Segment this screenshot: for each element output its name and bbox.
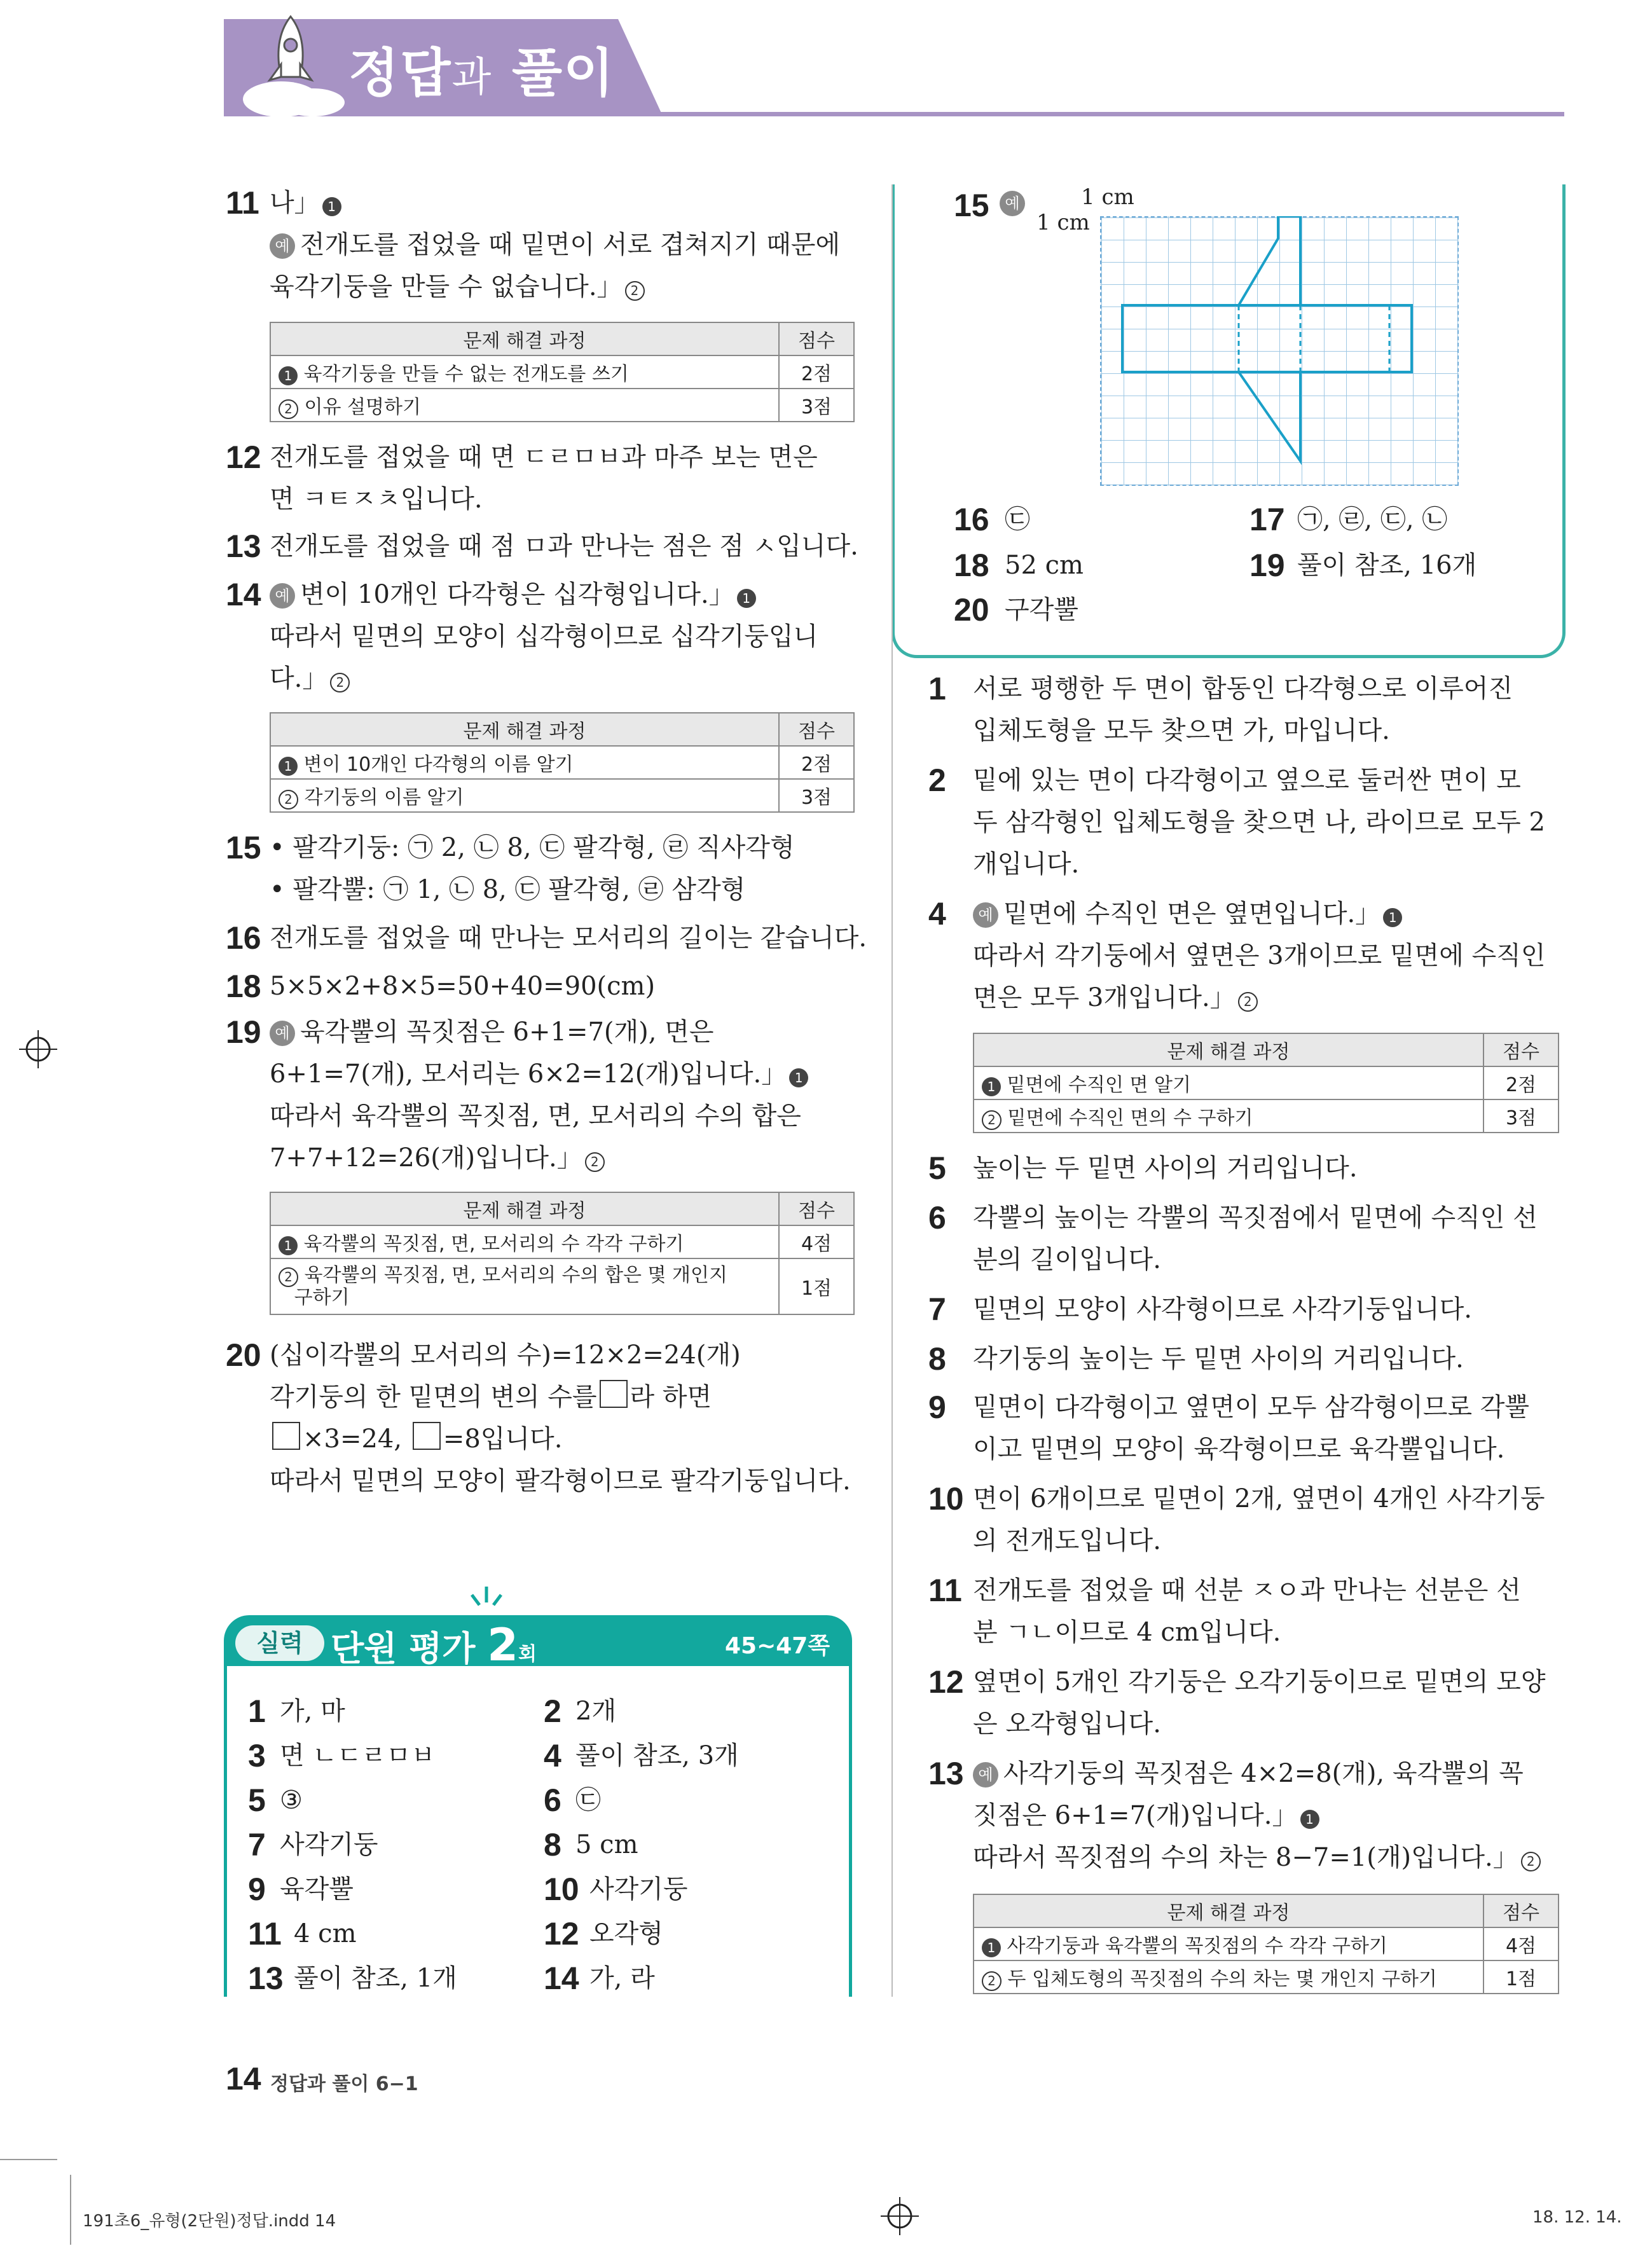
unit-y-label: 1 cm [1036, 210, 1090, 235]
r6-line1: 각뿔의 높이는 각뿔의 꼭짓점에서 밑면에 수직인 선 [973, 1203, 1538, 1232]
r7-number: 7 [928, 1292, 946, 1327]
unit-item-answer: 2개 [575, 1697, 617, 1726]
q12-line1: 전개도를 접었을 때 면 ㄷㄹㅁㅂ과 마주 보는 면은 [270, 443, 818, 472]
q11-line2: 예 전개도를 접었을 때 밑면이 서로 겹쳐지기 때문에 [270, 224, 840, 266]
unit-item-number: 4 [544, 1738, 561, 1774]
q11-line3: 육각기둥을 만들 수 없습니다.」 2 [270, 266, 645, 308]
r4-line2: 따라서 각기둥에서 옆면은 3개이므로 밑면에 수직인 [973, 941, 1546, 970]
r1-number: 1 [928, 671, 946, 706]
panel-q20-number: 20 [954, 592, 989, 628]
unit-item-answer: 5 cm [575, 1830, 638, 1859]
r13-line2: 짓점은 6+1=7(개)입니다.」 1 [973, 1795, 1319, 1836]
crop-mark [0, 2159, 57, 2160]
unit-item-answer: 풀이 참조, 1개 [294, 1964, 457, 1993]
unit-item-answer: 4 cm [294, 1919, 357, 1948]
unit-item-answer: 가, 마 [280, 1697, 345, 1726]
q20-line2: 각기둥의 한 밑면의 변의 수를 라 하면 [270, 1376, 712, 1418]
q14-line1: 예 변이 10개인 다각형은 십각형입니다.」 1 [270, 574, 756, 616]
q14-line2: 따라서 밑면의 모양이 십각형이므로 십각기둥입니 [270, 622, 818, 651]
q13-line1: 전개도를 접었을 때 점 ㅁ과 만나는 점은 점 ㅅ입니다. [270, 532, 858, 561]
r9-number: 9 [928, 1389, 946, 1425]
r9-line1: 밑면이 다각형이고 옆면이 모두 삼각형이므로 각뿔 [973, 1393, 1530, 1422]
panel-a17: ㉠, ㉣, ㉢, ㉡ [1297, 505, 1448, 534]
q19-line2: 6+1=7(개), 모서리는 6×2=12(개)입니다.」 1 [270, 1053, 808, 1095]
r6-line2: 분의 길이입니다. [973, 1245, 1161, 1274]
r1-line2: 입체도형을 모두 찾으면 가, 마입니다. [973, 716, 1390, 745]
r7-line1: 밑면의 모양이 사각형이므로 사각기둥입니다. [973, 1295, 1473, 1324]
unit-item-number: 5 [248, 1782, 266, 1818]
net-diagram [1100, 216, 1456, 483]
r12-number: 12 [928, 1664, 964, 1700]
q12-number: 12 [226, 439, 261, 475]
registration-mark-icon-bottom [881, 2197, 919, 2235]
header-title: 정답과 풀이 [348, 43, 616, 104]
unit-item-answer: ㉢ [575, 1786, 601, 1815]
r10-line1: 면이 6개이므로 밑면이 2개, 옆면이 4개인 사각기둥 [973, 1484, 1545, 1513]
q14-line3: 다.」 2 [270, 658, 350, 699]
q20-line1: (십이각뿔의 모서리의 수)=12×2=24(개) [270, 1340, 741, 1370]
r2-line1: 밑에 있는 면이 다각형이고 옆으로 둘러싼 면이 모 [973, 766, 1521, 795]
unit-item-number: 7 [248, 1827, 266, 1863]
footer-file: 191초6_유형(2단원)정답.indd 14 [83, 2212, 336, 2231]
unit-item-number: 3 [248, 1738, 266, 1774]
q11-answer: 나」 1 [270, 182, 341, 224]
q12-line2: 면 ㅋㅌㅈㅊ입니다. [270, 485, 483, 514]
panel-a18: 52 cm [1005, 551, 1084, 580]
r4-score-table: 문제 해결 과정 점수 1 밑면에 수직인 면 알기 2점 2 밑면에 수직인 면의 수 구하기 3점 [973, 1033, 1559, 1133]
unit-item-answer: ③ [280, 1786, 303, 1815]
r13-score-table: 문제 해결 과정 점수 1 사각기둥과 육각뿔의 꼭짓점의 수 각각 구하기 4점 2 두 입체도형의 꼭짓점의 수의 차는 몇 개인지 구하기 1점 [973, 1894, 1559, 1994]
unit-item-number: 1 [248, 1693, 266, 1729]
unit-item-answer: 가, 라 [589, 1964, 655, 1993]
panel-a19: 풀이 참조, 16개 [1297, 551, 1477, 580]
panel-q19-number: 19 [1249, 548, 1285, 583]
r10-line2: 의 전개도입니다. [973, 1526, 1161, 1555]
unit-item-number: 6 [544, 1782, 561, 1818]
panel-a20: 구각뿔 [1005, 595, 1078, 624]
r13-line1: 예 사각기둥의 꼭짓점은 4×2=8(개), 육각뿔의 꼭 [973, 1753, 1524, 1795]
r12-line2: 은 오각형입니다. [973, 1709, 1161, 1739]
unit-pages: 45~47쪽 [725, 1633, 830, 1659]
q20-number: 20 [226, 1337, 261, 1373]
unit-x-label: 1 cm [1081, 184, 1134, 210]
q11-number: 11 [226, 185, 259, 221]
q16-number: 16 [226, 920, 261, 956]
unit-item-number: 10 [544, 1871, 579, 1907]
q20-line3: ×3=24, =8입니다. [270, 1418, 562, 1460]
unit-item-answer: 사각기둥 [280, 1830, 378, 1859]
q20-line4: 따라서 밑면의 모양이 팔각형이므로 팔각기둥입니다. [270, 1466, 851, 1496]
page-number: 14 [226, 2061, 261, 2097]
r6-number: 6 [928, 1200, 946, 1236]
footer-date: 18. 12. 14. [1532, 2208, 1622, 2227]
unit-title: 단원 평가 2회 [331, 1619, 537, 1671]
q19-line1: 예 육각뿔의 꼭짓점은 6+1=7(개), 면은 [270, 1011, 714, 1053]
q11-score-table: 문제 해결 과정 점수 1 육각기둥을 만들 수 없는 전개도를 쓰기 2점 2 이유 설명하기 3점 [270, 322, 855, 422]
unit-item-number: 9 [248, 1871, 266, 1907]
r11-line2: 분 ㄱㄴ이므로 4 cm입니다. [973, 1618, 1281, 1647]
q15-line1: • 팔각기둥: ㉠ 2, ㉡ 8, ㉢ 팔각형, ㉣ 직사각형 [270, 833, 795, 862]
q19-score-table: 문제 해결 과정 점수 1 육각뿔의 꼭짓점, 면, 모서리의 수 각각 구하기 4점 2 육각뿔의 꼭짓점, 면, 모서리의 수의 합은 몇 개인지 구하기 1점 [270, 1192, 855, 1315]
unit-item-answer: 면 ㄴㄷㄹㅁㅂ [280, 1741, 436, 1770]
panel-q17-number: 17 [1249, 502, 1285, 537]
unit-item-number: 14 [544, 1960, 579, 1996]
q13-number: 13 [226, 528, 261, 564]
r5-number: 5 [928, 1150, 946, 1186]
header-rule [224, 112, 1564, 116]
r2-line3: 개입니다. [973, 850, 1080, 879]
q16-line1: 전개도를 접었을 때 만나는 모서리의 길이는 같습니다. [270, 923, 867, 953]
r4-number: 4 [928, 896, 946, 932]
r1-line1: 서로 평행한 두 면이 합동인 다각형으로 이루어진 [973, 674, 1513, 703]
unit-item-number: 8 [544, 1827, 561, 1863]
q14-score-table: 문제 해결 과정 점수 1 변이 10개인 다각형의 이름 알기 2점 2 각기둥의 이름 알기 3점 [270, 712, 855, 813]
r4-line3: 면은 모두 3개입니다.」 2 [973, 977, 1258, 1019]
q18-line1: 5×5×2+8×5=50+40=90(cm) [270, 972, 656, 1001]
unit-item-answer: 오각형 [589, 1919, 663, 1948]
q14-number: 14 [226, 577, 261, 612]
r10-number: 10 [928, 1481, 964, 1517]
r5-line1: 높이는 두 밑면 사이의 거리입니다. [973, 1154, 1358, 1183]
sparkle-icon [464, 1583, 509, 1615]
unit-item-number: 12 [544, 1916, 579, 1952]
registration-mark-icon [19, 1030, 57, 1068]
r11-line1: 전개도를 접었을 때 선분 ㅈㅇ과 만나는 선분은 선 [973, 1576, 1521, 1605]
panel-q16-number: 16 [954, 502, 989, 537]
panel-a16: ㉢ [1005, 505, 1030, 534]
rocket-icon [237, 4, 345, 118]
panel-q15-number: 15 [954, 188, 989, 223]
r8-number: 8 [928, 1341, 946, 1377]
q19-line3: 따라서 육각뿔의 꼭짓점, 면, 모서리의 수의 합은 [270, 1101, 801, 1131]
column-divider [891, 184, 893, 1997]
q15-line2: • 팔각뿔: ㉠ 1, ㉡ 8, ㉢ 팔각형, ㉣ 삼각형 [270, 875, 746, 904]
unit-pill: 실력 [235, 1625, 324, 1661]
r8-line1: 각기둥의 높이는 두 밑면 사이의 거리입니다. [973, 1344, 1464, 1374]
q19-number: 19 [226, 1014, 261, 1050]
q18-number: 18 [226, 968, 261, 1004]
panel-q15-ex: 예 [1000, 191, 1030, 216]
r2-number: 2 [928, 762, 946, 798]
panel-q18-number: 18 [954, 548, 989, 583]
crop-mark-v [70, 2175, 71, 2245]
footer-label: 정답과 풀이 6−1 [270, 2073, 418, 2095]
unit-item-answer: 육각뿔 [280, 1875, 354, 1904]
r4-line1: 예 밑면에 수직인 면은 옆면입니다.」 1 [973, 893, 1402, 935]
unit-item-number: 13 [248, 1960, 284, 1996]
q19-line4: 7+7+12=26(개)입니다.」 2 [270, 1137, 605, 1179]
r12-line1: 옆면이 5개인 각기둥은 오각기둥이므로 밑면의 모양 [973, 1667, 1546, 1697]
r11-number: 11 [928, 1573, 962, 1608]
q15-number: 15 [226, 830, 261, 865]
unit-item-number: 2 [544, 1693, 561, 1729]
r13-line3: 따라서 꼭짓점의 수의 차는 8−7=1(개)입니다.」 2 [973, 1836, 1541, 1878]
r13-number: 13 [928, 1756, 964, 1791]
unit-item-answer: 풀이 참조, 3개 [575, 1741, 739, 1770]
r2-line2: 두 삼각형인 입체도형을 찾으면 나, 라이므로 모두 2 [973, 808, 1545, 837]
unit-item-answer: 사각기둥 [589, 1875, 688, 1904]
r9-line2: 이고 밑면의 모양이 육각형이므로 육각뿔입니다. [973, 1435, 1505, 1464]
unit-item-number: 11 [248, 1916, 282, 1952]
